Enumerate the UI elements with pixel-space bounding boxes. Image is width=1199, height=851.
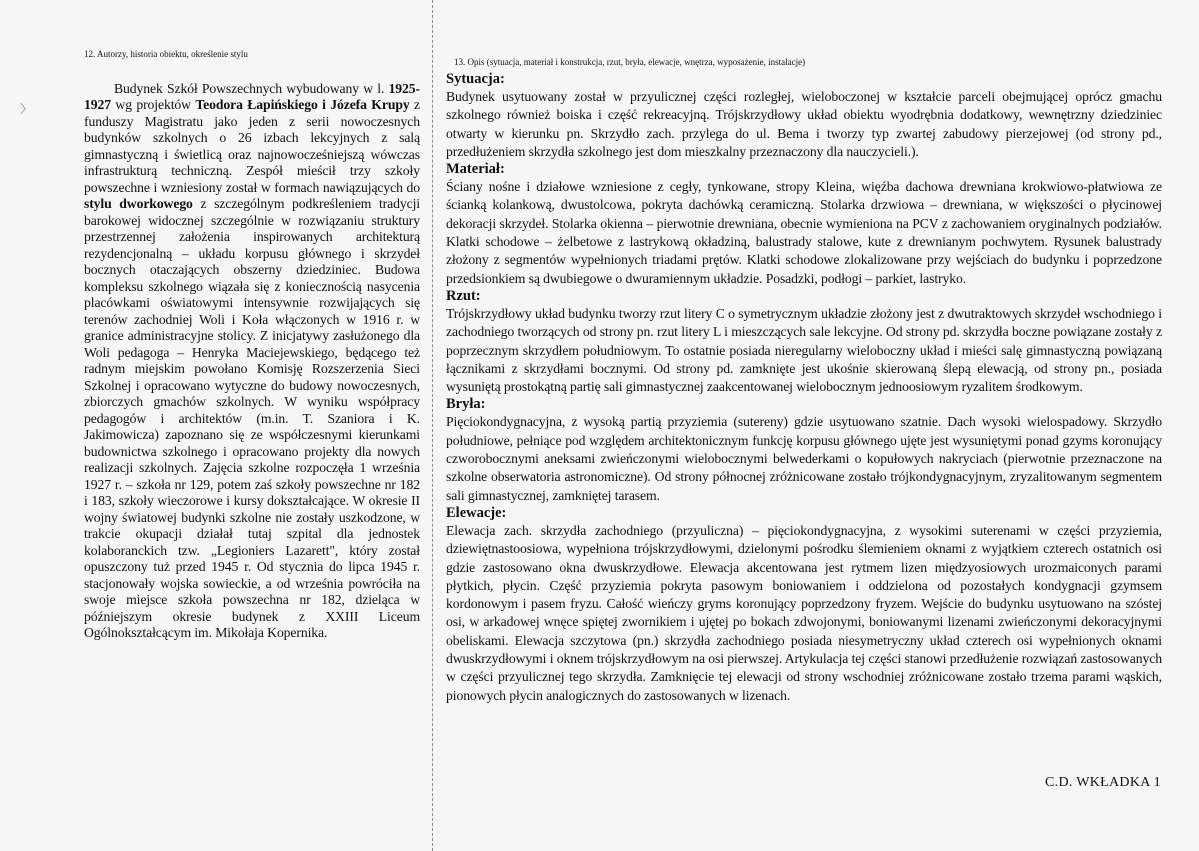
- history-mid: z funduszy Magistratu jako jeden z serii nowoczesnych budynków szkolnych o 26 izbach lekcyjnych z salą gimnastyczną i świetlicą oraz najnowocześniejszą wówczas infrastrukturą techniczną. Zespół mieścił trzy szkoły powszechne i wzniesiony został w formach nawiązujących do: [84, 97, 420, 195]
- continuation-note: C.D. WKŁADKA 1: [1045, 775, 1161, 790]
- section-title-plan: Rzut:: [446, 287, 481, 304]
- column-divider: [432, 0, 434, 851]
- section-text-situation: Budynek usytuowany został w przyulicznej części rozległej, wieloboczonej w kształcie parceli obejmującej oprócz gmachu szkolnego również boiska i część rekreacyjną. Trójskrzydłowy układ obiektu wyodrębnia dodatkowy, wewnętrzny dziedziniec otwarty w kierunku pn. Skrzydło zach. przylega do ul. Bema i tworzy typ zwartej zabudowy pierzejowej (od strony pd., przedłużeniem skrzydła szkolnego jest dom mieszkalny przeznaczony dla nauczycieli.).: [446, 89, 1162, 159]
- description-body: [446, 71, 1162, 705]
- history-intro: Budynek Szkół Powszechnych wybudowany w l.: [114, 80, 389, 96]
- history-paragraph: [84, 81, 420, 642]
- section-text-material: Ściany nośne i działowe wzniesione z cegły, tynkowane, stropy Kleina, więźba dachowa drewniana krokwiowo-płatwiowa ze ścianką kolankową, dwustolcowa, pokryta dachówką ceramiczną. Stolarka drzwiowa – drewniana, w większości o płycinowej dekoracji skrzydeł. Stolarka okienna – pierwotnie drewniana, obecnie wymieniona na PCV z zachowaniem oryginalnych podziałów. Klatki schodowe – żelbetowe z lastrykową okładziną, balustrady stalowe, kute z drewnianym pochwytem. Rysunek balustrady złożony z segmentów wypełnionych triadami prętów. Klatki schodowe zlokalizowane przy wejściach do budynku i poprzedzone przedsionkiem są dwubiegowe o dwuramiennym układzie. Posadzki, podłogi – parkiet, lastryko.: [446, 179, 1162, 286]
- section-text-elevations: Elewacja zach. skrzydła zachodniego (przyuliczna) – pięciokondygnacyjna, z wysokimi suterenami w części przyziemia, dziewiętnastoosiowa, wypełniona trójskrzydłowymi, dzielonymi pośrodku ślemieniem oknami z wyjątkiem czterech ostatnich osi gdzie zastosowano okna dwuskrzydłowe. Elewacja akcentowana jest rytmem lizen międzyosiowych urozmaiconych parami płytkich, płycin. Część przyziemia pokryta pasowym boniowaniem i oddzielona od pozostałych kondygnacji gzymsem kordonowym i pasem fryzu. Całość wieńczy gryms koronujący poprzedzony fryzem. Wejście do budynku usytuowano na szóstej osi, w arkadowej wnęce spiętej zwornikiem i ujętej po bokach zdwojonymi, boniowanymi lizenami zwieńczonymi dekoracyjnymi obeliskami. Elewacja szczytowa (pn.) skrzydła zachodniego posiada niesymetryczny układ czterech osi wypełnionych oknami dwuskrzydłowymi i oknem trójskrzydłowym na osi pierwszej. Artykulacja tej części stanowi przedłużenie rozwiązań zastosowanych w części przyulicznej tego skrzydła. Zamknięcie tej elewacji od strony wschodniej zróżnicowane zostało trzema parami wąskich, pionowych płycin analogicznych do zastosowanych w lizenach.: [446, 522, 1162, 703]
- section-title-situation: Sytuacja:: [446, 71, 505, 87]
- history-style: stylu dworkowego: [84, 196, 193, 212]
- section-text-plan: Trójskrzydłowy układ budynku tworzy rzut litery C o symetrycznym układzie złożony jest z dwutraktowych skrzydeł wschodniego i zachodniego tworzących od strony pn. rzut litery L i mieszczących sale lekcyjne. Od strony pd. skrzydła boczne powiązane zostały z poprzecznym skrzydłem południowym. To ostatnie posiada nieregularny wieloboczny układ i mieści salę gimnastyczną powiązaną łącznikami z skrzydłami bocznymi. Od strony pd. zamknięte jest ukośnie skierowaną ślepą elewacją, od strony pn., posiada wysuniętą prostokątną partię sali gimnastycznej zaakcentowanej wielobocznym jednoosiowym ryzalitem środkowym.: [446, 305, 1162, 395]
- section-title-elevations: Elewacje:: [446, 504, 507, 521]
- section-text-massing: Pięciokondygnacyjna, z wysoką partią przyziemia (sutereny) gdzie usytuowano szatnie. Dach wysoki wielospadowy. Skrzydło południowe, pełniące pod względem architektonicznym funkcję korpusu głównego ujęte jest wysuniętymi ponad gzyms koronujący czworobocznymi aneksami zwieńczonymi wielobocznymi belwederkami o kopułowych nakryciach (pierwotnie przeznaczone na szkolne obserwatoria astronomiczne). Od strony północnej zróżnicowane zostało trójkondygnacyjnym, zryzalitowanym segmentem sali gimnastycznej, zamkniętej tarasem.: [446, 414, 1162, 503]
- left-column-heading: 12. Autorzy, historia obiektu, określenie stylu: [84, 49, 248, 59]
- history-wg: wg projektów: [110, 97, 196, 113]
- right-column-heading: 13. Opis (sytuacja, materiał i konstrukcja, rzut, bryła, elewacje, wnętrza, wyposażenie, instalacje): [454, 57, 806, 67]
- margin-mark: 〉: [20, 102, 33, 116]
- section-title-massing: Bryła:: [446, 396, 486, 413]
- section-title-material: Materiał:: [446, 161, 505, 178]
- history-years: 1925-1927: [84, 80, 420, 113]
- history-authors: Teodora Łapińskiego i Józefa Krupy: [195, 97, 410, 113]
- history-rest: z szczególnym podkreśleniem tradycji barokowej widocznej szczególnie w rozwiązaniu struktury przestrzennej założenia inspirowanych architekturą rezydencjonalną – układu korpusu głównego i skrzydeł bocznych otaczających obszerny dziedziniec. Budowa kompleksu szkolnego wiązała się z koniecznością nasycenia placówkami oświatowymi intensywnie rozwijających się terenów zachodniej Woli i Koła włączonych w 1916 r. w granice administracyjne stolicy. Z inicjatywy zasłużonego dla Woli pedagoga – Henryka Maciejewskiego, będącego też radnym miejskim powołano Komisję Rozszerzenia Sieci Szkolnej i opracowano wytyczne do budowy nowoczesnych, zbiorczych gmachów szkolnych. W wyniku współpracy pedagogów i architektów (m.in. T. Szaniora i K. Jakimowicza) zapoznano się ze współczesnymi kierunkami budownictwa szkolnego i opracowano projekty dla nowych realizacji szkolnych. Zajęcia szkolne rozpoczęła 1 września 1927 r. – szkoła nr 129, potem zaś szkoły powszechne nr 182 i 183, szkoły wieczorowe i kursy dokształcające. W okresie II wojny światowej budynki szkolne nie zostały uszkodzone, w trakcie okupacji działał tutaj szpital dla jednostek kolaboranckich tzw. „Legioniers Lazarett", który został opuszczony tuż przed 1945 r. Od stycznia do lipca 1945 r. stacjonowały wojska sowieckie, a od września powróciła na swoje miejsce szkoła powszechna nr 182, dzieląca w późniejszym okresie budynek z XXIII Liceum Ogólnokształcącym im. Mikołaja Kopernika.: [84, 196, 420, 641]
